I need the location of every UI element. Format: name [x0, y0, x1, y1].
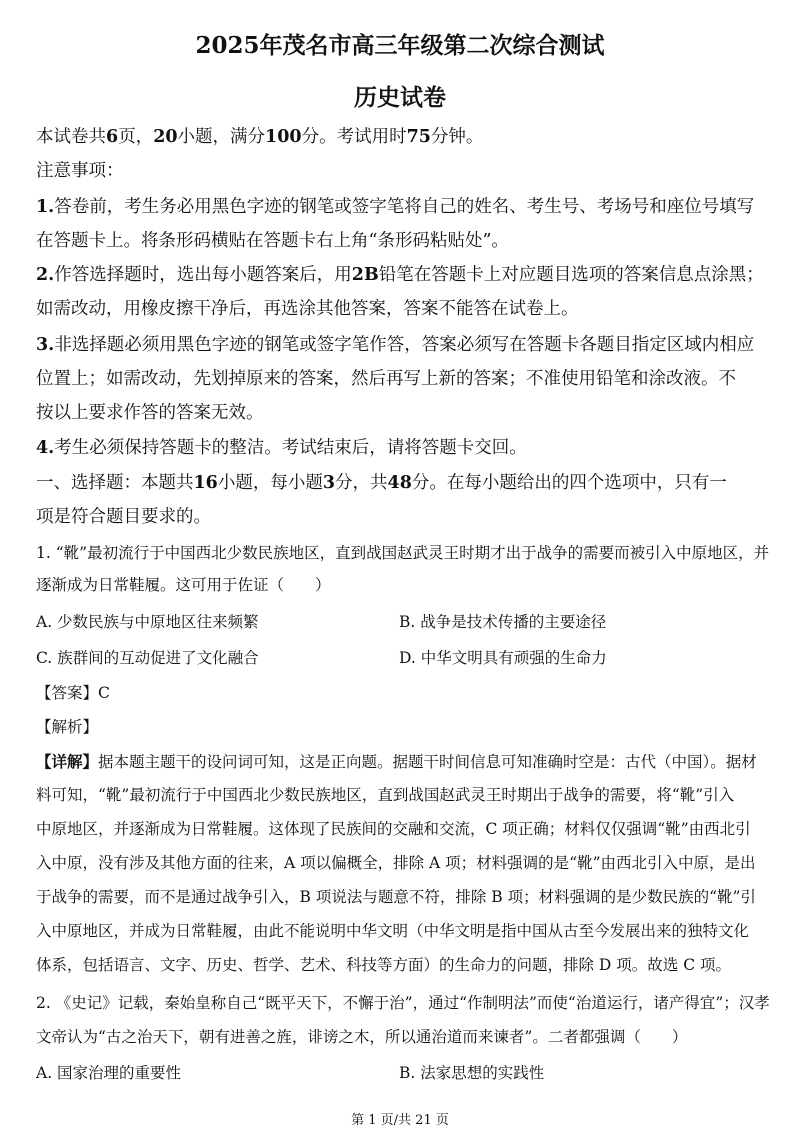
page-count: 6 — [106, 127, 119, 147]
question-1-detail-cont: 料可知，“靴”最初流行于中国西北少数民族地区，直到战国赵武灵王时期出于战争的需要，将“靴”引入 — [36, 786, 735, 804]
section-text: 分，共 — [335, 473, 388, 493]
notice-item-1 — [36, 199, 754, 217]
question-2-option-b: B. 法家思想的实践性 — [399, 1064, 545, 1082]
notice-number: 1. — [36, 197, 55, 217]
notice-item-2 — [36, 267, 764, 285]
question-1-stem-cont: 逐渐成为日常鞋履。这可用于佐证（ ） — [36, 576, 331, 594]
question-1-stem: 1. “靴”最初流行于中国西北少数民族地区，直到战国赵武灵王时期才出于战争的需要而被引入中原地区，并 — [36, 544, 770, 562]
question-1-analysis-label: 【解析】 — [36, 718, 99, 736]
question-1-option-c: C. 族群间的互动促进了文化融合 — [36, 649, 259, 667]
notice-item-4 — [36, 440, 527, 458]
question-1-option-d: D. 中华文明具有顽强的生命力 — [399, 649, 607, 667]
notice-number: 4. — [36, 438, 55, 458]
notice-item-2-cont: 如需改动，用橡皮擦干净后，再选涂其他答案，答案不能答在试卷上。 — [36, 299, 579, 319]
notice-text: 铅笔在答题卡上对应题目选项的答案信息点涂黑； — [378, 265, 764, 285]
notice-number: 3. — [36, 335, 55, 355]
intro-line — [36, 129, 483, 147]
question-2-stem-cont: 文帝认为“古之治天下，朝有进善之旌，诽谤之木，所以通治道而来谏者”。二者都强调（ ） — [36, 1028, 688, 1046]
notice-text: 答卷前，考生务必用黑色字迹的钢笔或签字笔将自己的姓名、考生号、考场号和座位号填写 — [54, 197, 755, 217]
section-points-each: 3 — [322, 473, 336, 493]
full-score: 100 — [265, 127, 302, 147]
answer-value: C — [98, 684, 110, 702]
pencil-grade: 2B — [351, 265, 379, 285]
question-2-stem: 2. 《史记》记载，秦始皇称自己“既平天下，不懈于治”，通过“作制明法”而使“治道运行，诸产得宜”；汉孝 — [36, 994, 770, 1012]
page-footer: 第 1 页/共 21 页 — [351, 1113, 449, 1126]
question-count: 20 — [153, 127, 178, 147]
notice-item-3-cont: 位置上；如需改动，先划掉原来的答案，然后再写上新的答案；不准使用铅笔和涂改液。不 — [36, 369, 736, 389]
section-total-points: 48 — [387, 473, 412, 493]
question-1-detail-cont: 于战争的需要，而不是通过战争引入，B 项说法与题意不符，排除 B 项；材料强调的是少数民族的“靴”引 — [36, 888, 756, 906]
intro-text: 小题，满分 — [177, 127, 266, 147]
intro-text: 本试卷共 — [36, 127, 106, 147]
intro-text: 分钟。 — [430, 127, 484, 147]
notice-text: 作答选择题时，选出每小题答案后，用 — [54, 265, 352, 285]
detail-label: 【详解】 — [36, 752, 99, 771]
subject-title: 历史试卷 — [354, 84, 446, 111]
intro-text: 分。考试用时 — [301, 127, 407, 147]
question-1-answer — [36, 686, 110, 702]
notice-item-1-cont: 在答题卡上。将条形码横贴在答题卡右上角“条形码粘贴处”。 — [36, 231, 509, 251]
section-heading — [36, 475, 727, 493]
notice-text: 非选择题必须用黑色字迹的钢笔或签字笔作答，答案必须写在答题卡各题目指定区域内相应 — [54, 335, 755, 355]
question-1-detail-cont: 中原地区，并逐渐成为日常鞋履。这体现了民族间的交融和交流，C 项正确；材料仅仅强调“靴”由西北引 — [36, 820, 751, 838]
question-1-detail — [36, 754, 757, 771]
exam-title: 2025年茂名市高三年级第二次综合测试 — [195, 32, 605, 59]
question-1-option-a: A. 少数民族与中原地区往来频繁 — [36, 613, 259, 631]
section-heading-cont: 项是符合题目要求的。 — [36, 507, 211, 527]
question-2-option-a: A. 国家治理的重要性 — [36, 1064, 182, 1082]
section-text: 小题，每小题 — [217, 473, 323, 493]
question-1-option-b: B. 战争是技术传播的主要途径 — [399, 613, 607, 631]
question-1-detail-cont: 体系，包括语言、文字、历史、哲学、艺术、科技等方面）的生命力的问题，排除 D 项。故选 C 项。 — [36, 956, 731, 974]
exam-minutes: 75 — [406, 127, 431, 147]
answer-label: 【答案】 — [36, 684, 99, 702]
section-text: 分。在每小题给出的四个选项中，只有一 — [411, 473, 727, 493]
question-1-detail-cont: 入中原地区，并成为日常鞋履，由此不能说明中华文明（中华文明是指中国从古至今发展出来的独特文化 — [36, 922, 750, 940]
notice-item-3 — [36, 337, 754, 355]
notice-heading: 注意事项： — [36, 161, 124, 181]
section-question-count: 16 — [193, 473, 218, 493]
notice-text: 考生必须保持答题卡的整洁。考试结束后，请将答题卡交回。 — [54, 438, 527, 458]
question-1-detail-cont: 入中原，没有涉及其他方面的往来，A 项以偏概全，排除 A 项；材料强调的是“靴”由西北引入中原，是出 — [36, 854, 756, 872]
notice-number: 2. — [36, 265, 55, 285]
intro-text: 页， — [118, 127, 154, 147]
notice-item-3-cont: 按以上要求作答的答案无效。 — [36, 403, 264, 423]
detail-text: 据本题主题干的设问词可知，这是正向题。据题干时间信息可知准确时空是：古代（中国）。据材 — [98, 753, 757, 771]
section-text: 一、选择题：本题共 — [36, 473, 194, 493]
